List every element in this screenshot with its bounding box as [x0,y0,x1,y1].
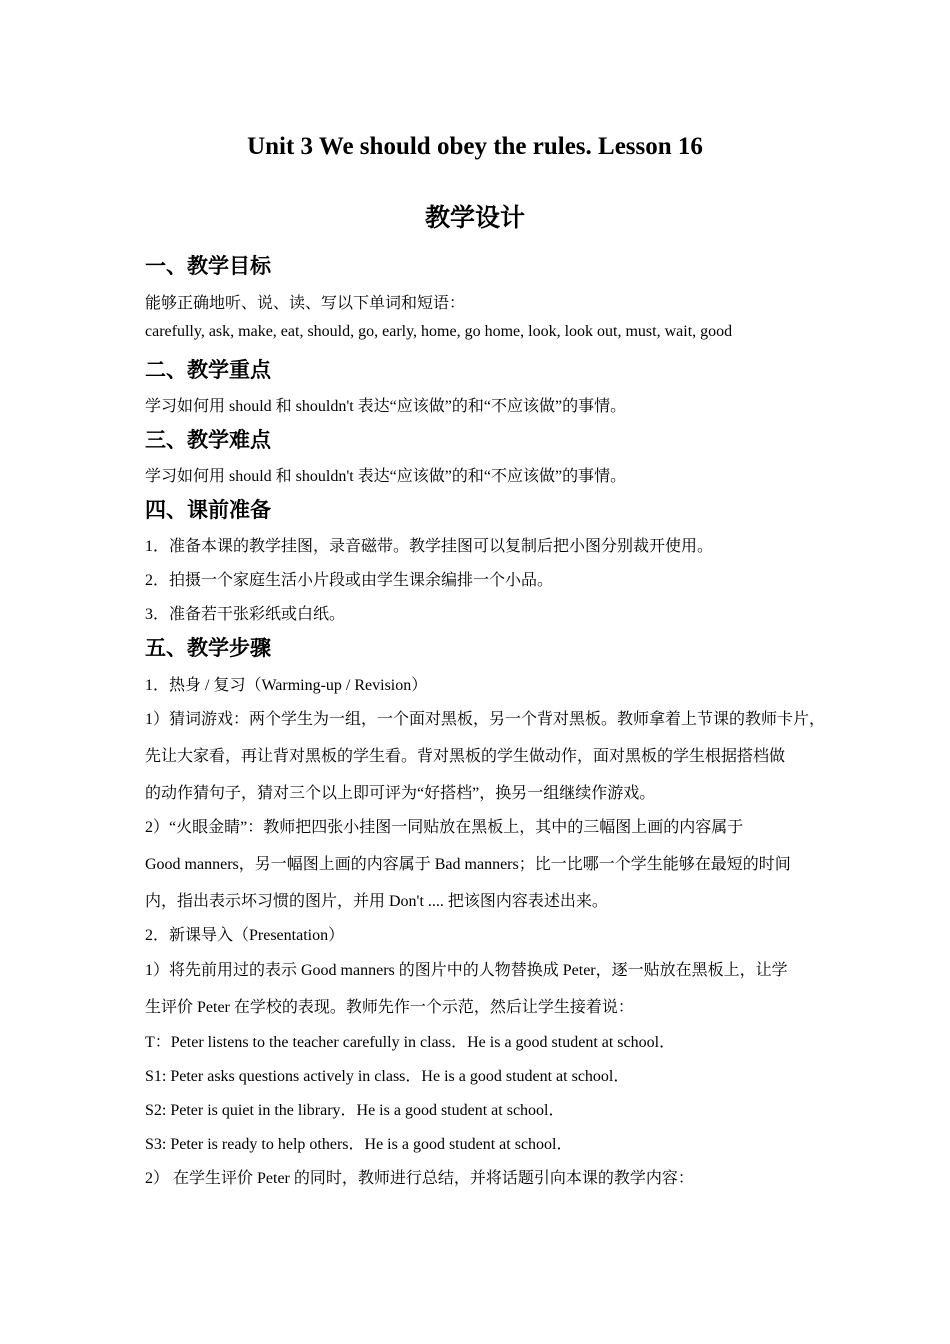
paragraph-line: 先让大家看，再让背对黑板的学生看。背对黑板的学生做动作，面对黑板的学生根据搭档做 [145,748,786,765]
paragraph-line: 1．准备本课的教学挂图，录音磁带。教学挂图可以复制后把小图分别裁开使用。 [145,538,714,555]
paragraph-line: 生评价 Peter 在学校的表现。教师先作一个示范，然后让学生接着说： [145,999,634,1016]
document-subtitle: 教学设计 [424,205,525,232]
paragraph-line: 内，指出表示坏习惯的图片，并用 Don't .... 把该图内容表述出来。 [145,893,608,910]
dialogue-line: S2: Peter is quiet in the library．He is a good student at school． [145,1102,565,1119]
paragraph-line: 1）将先前用过的表示 Good manners 的图片中的人物替换成 Peter，逐一贴放在黑板上，让学 [145,962,788,979]
paragraph-line: 能够正确地听、说、读、写以下单词和短语： [145,295,466,312]
vocabulary-line: carefully, ask, make, eat, should, go, early, home, go home, look, look out, must, wait, good [145,323,733,340]
dialogue-line: S3: Peter is ready to help others．He is a good student at school． [145,1136,573,1153]
paragraph-line: 的动作猜句子，猜对三个以上即可评为“好搭档”，换另一组继续作游戏。 [145,785,656,802]
paragraph-line: 学习如何用 should 和 shouldn't 表达“应该做”的和“不应该做”的事情。 [145,468,627,485]
dialogue-line: S1: Peter asks questions actively in class．He is a good student at school． [145,1068,630,1085]
section-heading-difficulties: 三、教学难点 [145,428,271,452]
document-title: Unit 3 We should obey the rules. Lesson 16 [247,133,703,160]
paragraph-line: 2．拍摄一个家庭生活小片段或由学生课余编排一个小品。 [145,572,554,589]
paragraph-line: 1．热身 / 复习（Warming-up / Revision） [145,677,428,694]
paragraph-line: 1）猜词游戏：两个学生为一组，一个面对黑板，另一个背对黑板。教师拿着上节课的教师卡片， [145,711,826,728]
section-heading-preparation: 四、课前准备 [145,498,271,522]
paragraph-line: 2） 在学生评价 Peter 的同时，教师进行总结，并将话题引向本课的教学内容： [145,1170,694,1187]
paragraph-line: 2．新课导入（Presentation） [145,927,345,944]
paragraph-line: Good manners，另一幅图上画的内容属于 Bad manners；比一比哪一个学生能够在最短的时间 [145,856,791,873]
paragraph-line: 学习如何用 should 和 shouldn't 表达“应该做”的和“不应该做”的事情。 [145,398,627,415]
paragraph-line: 3．准备若干张彩纸或白纸。 [145,606,346,623]
dialogue-line: T：Peter listens to the teacher carefully in class．He is a good student at school． [145,1034,676,1051]
section-heading-objectives: 一、教学目标 [145,254,271,278]
section-heading-steps: 五、教学步骤 [145,636,271,660]
paragraph-line: 2）“火眼金睛”：教师把四张小挂图一同贴放在黑板上，其中的三幅图上画的内容属于 [145,819,744,836]
section-heading-key-points: 二、教学重点 [145,358,271,382]
